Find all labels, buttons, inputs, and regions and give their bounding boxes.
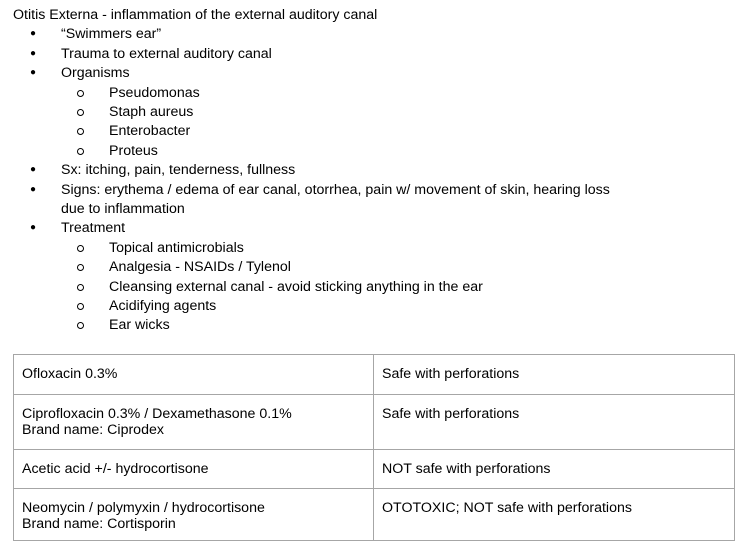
treatment-item: Topical antimicrobials: [109, 240, 244, 256]
treatment-item: Cleansing external canal - avoid sticking anything in the ear: [109, 279, 483, 295]
brand-name: Brand name: Ciprodex: [22, 422, 164, 438]
sub-bullet-marker: [77, 109, 84, 116]
drug-cell: [14, 355, 374, 395]
organism-item: Pseudomonas: [109, 85, 200, 101]
note-cell: [374, 489, 735, 541]
sub-bullet-marker: [77, 90, 84, 97]
bullet-marker: ●: [30, 67, 37, 78]
page-title: Otitis Externa - inflammation of the external auditory canal: [13, 7, 378, 23]
drug-cell: [14, 489, 374, 541]
table-row: [14, 450, 735, 489]
sub-bullet-marker: [77, 303, 84, 310]
bullet-marker: ●: [30, 164, 37, 175]
organism-item: Proteus: [109, 143, 158, 159]
brand-name: Brand name: Cortisporin: [22, 516, 176, 532]
drug-name: Neomycin / polymyxin / hydrocortisone: [22, 500, 265, 516]
organism-item: Staph aureus: [109, 104, 194, 120]
note-cell: [374, 395, 735, 450]
sub-bullet-marker: [77, 264, 84, 271]
sub-bullet-marker: [77, 245, 84, 252]
bullet-trauma: Trauma to external auditory canal: [61, 46, 272, 62]
table-row: [14, 489, 735, 541]
medication-table: [13, 354, 735, 541]
bullet-marker: ●: [30, 48, 37, 59]
bullet-signs-continued: due to inflammation: [61, 201, 185, 217]
drug-cell: [14, 395, 374, 450]
sub-bullet-marker: [77, 322, 84, 329]
treatment-item: Acidifying agents: [109, 298, 217, 314]
perforation-note: Safe with perforations: [382, 406, 520, 422]
perforation-note: OTOTOXIC; NOT safe with perforations: [382, 500, 632, 516]
drug-name: Ofloxacin 0.3%: [22, 366, 118, 382]
sub-bullet-marker: [77, 284, 84, 291]
note-cell: [374, 450, 735, 489]
bullet-swimmers-ear: “Swimmers ear”: [61, 26, 162, 42]
perforation-note: NOT safe with perforations: [382, 461, 551, 477]
treatment-item: Analgesia - NSAIDs / Tylenol: [109, 259, 291, 275]
drug-name: Ciprofloxacin 0.3% / Dexamethasone 0.1%: [22, 406, 292, 422]
bullet-marker: ●: [30, 184, 37, 195]
organism-item: Enterobacter: [109, 123, 191, 139]
treatment-item: Ear wicks: [109, 317, 170, 333]
bullet-organisms: Organisms: [61, 65, 130, 81]
table-row: [14, 355, 735, 395]
bullet-treatment: Treatment: [61, 220, 126, 236]
bullet-marker: ●: [30, 28, 37, 39]
sub-bullet-marker: [77, 148, 84, 155]
bullet-symptoms: Sx: itching, pain, tenderness, fullness: [61, 162, 296, 178]
sub-bullet-marker: [77, 128, 84, 135]
perforation-note: Safe with perforations: [382, 366, 520, 382]
drug-cell: [14, 450, 374, 489]
drug-name: Acetic acid +/- hydrocortisone: [22, 461, 209, 477]
bullet-signs: Signs: erythema / edema of ear canal, otorrhea, pain w/ movement of skin, hearing loss: [61, 182, 610, 198]
bullet-marker: ●: [30, 222, 37, 233]
note-cell: [374, 355, 735, 395]
table-row: [14, 395, 735, 450]
